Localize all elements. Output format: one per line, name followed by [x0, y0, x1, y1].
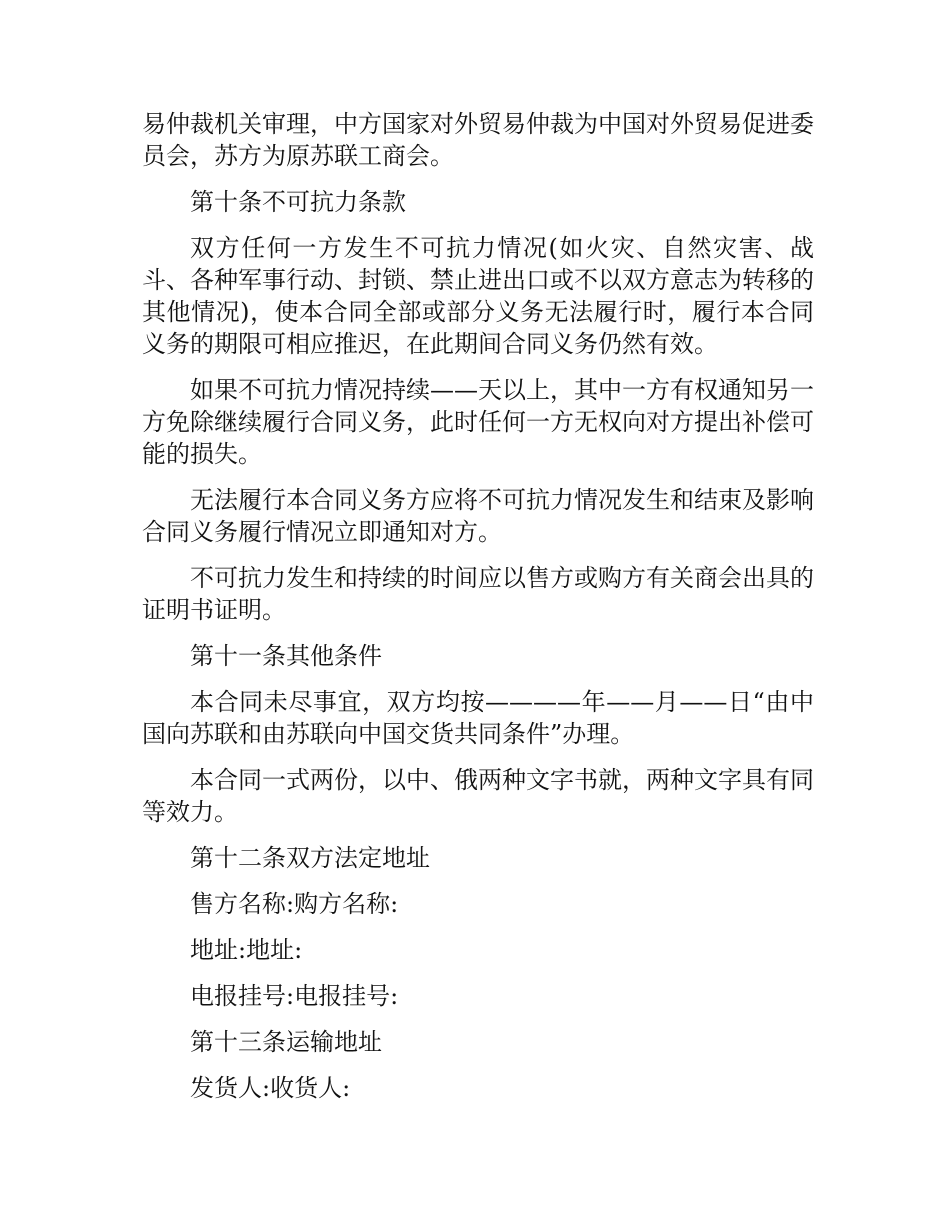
heading-article-12: 第十二条双方法定地址	[190, 844, 430, 872]
paragraph-arbitration-continued: 易仲裁机关审理，中方国家对外贸易仲裁为中国对外贸易促进委员会，苏方为原苏联工商会。	[142, 110, 814, 170]
field-party-names: 售方名称:购方名称:	[190, 890, 399, 918]
paragraph-general-conditions: 本合同未尽事宜，双方均按————年——月——日“由中国向苏联和由苏联向中国交货共同条件”办理。	[142, 688, 814, 748]
field-cable-addresses: 电报挂号:电报挂号:	[190, 982, 399, 1010]
paragraph-force-majeure-definition: 双方任何一方发生不可抗力情况(如火灾、自然灾害、战斗、各种军事行动、封锁、禁止进出口或不以双方意志为转移的其他情况)，使本合同全部或部分义务无法履行时，履行本合同义务的期限可相应推迟，在此期间合同义务仍然有效。	[142, 234, 814, 358]
heading-article-13: 第十三条运输地址	[190, 1028, 382, 1056]
paragraph-copies-languages: 本合同一式两份，以中、俄两种文字书就，两种文字具有同等效力。	[142, 766, 814, 826]
paragraph-force-majeure-certificate: 不可抗力发生和持续的时间应以售方或购方有关商会出具的证明书证明。	[142, 564, 814, 624]
field-consignor-consignee: 发货人:收货人:	[190, 1074, 351, 1102]
heading-article-10: 第十条不可抗力条款	[190, 188, 406, 216]
field-addresses: 地址:地址:	[190, 936, 303, 964]
heading-article-11: 第十一条其他条件	[190, 642, 382, 670]
paragraph-force-majeure-duration: 如果不可抗力情况持续——天以上，其中一方有权通知另一方免除继续履行合同义务，此时任何一方无权向对方提出补偿可能的损失。	[142, 376, 814, 468]
document-page	[142, 108, 814, 1118]
paragraph-force-majeure-notice: 无法履行本合同义务方应将不可抗力情况发生和结束及影响合同义务履行情况立即通知对方。	[142, 486, 814, 546]
